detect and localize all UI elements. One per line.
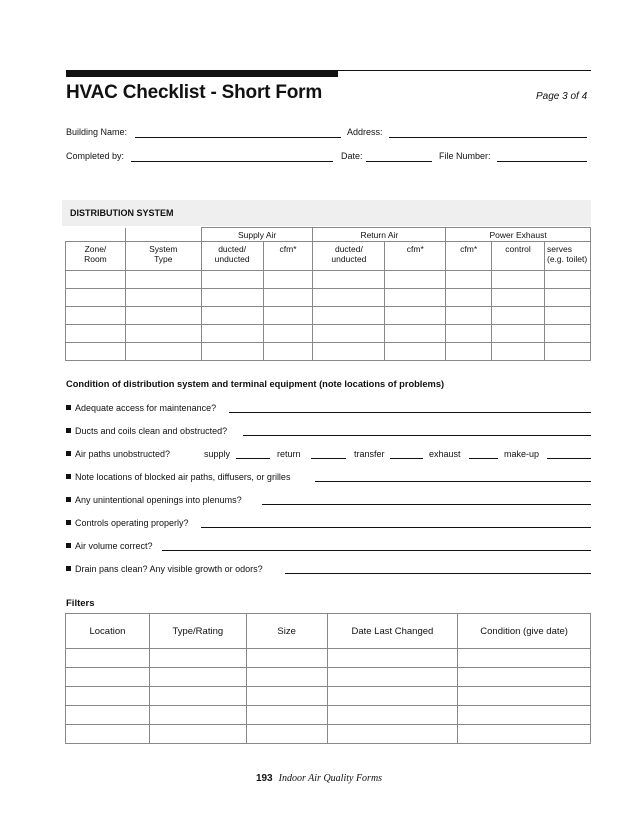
page-title: HVAC Checklist - Short Form <box>66 82 323 103</box>
table-row <box>66 289 591 307</box>
adequate-access-field[interactable] <box>229 412 591 413</box>
exhaust-serves-header: serves (e.g. toilet) <box>545 242 591 271</box>
table-row <box>66 271 591 289</box>
table-row <box>66 725 591 744</box>
question-air-volume: Air volume correct? <box>66 541 153 551</box>
header-rule <box>338 70 591 71</box>
page-footer <box>0 773 638 784</box>
question-drain-pans: Drain pans clean? Any visible growth or odors? <box>66 564 263 574</box>
air-path-makeup-field[interactable] <box>547 458 591 459</box>
size-header: Size <box>246 614 327 649</box>
supply-ducted-header: ducted/ unducted <box>201 242 263 271</box>
table-row <box>66 687 591 706</box>
question-air-paths: Air paths unobstructed? <box>66 449 170 459</box>
table-row <box>66 325 591 343</box>
ducts-clean-field[interactable] <box>243 435 591 436</box>
distribution-table <box>65 227 591 361</box>
bullet-icon <box>66 497 71 502</box>
question-blocked-paths: Note locations of blocked air paths, diffusers, or grilles <box>66 472 290 482</box>
air-path-return-label: return <box>277 449 301 459</box>
return-ducted-header: ducted/ unducted <box>313 242 385 271</box>
condition-header: Condition (give date) <box>458 614 591 649</box>
type-rating-header: Type/Rating <box>149 614 246 649</box>
question-plenum-openings: Any unintentional openings into plenums? <box>66 495 242 505</box>
header-bar <box>66 70 338 77</box>
air-path-return-field[interactable] <box>311 458 346 459</box>
filters-heading: Filters <box>66 598 95 609</box>
question-controls: Controls operating properly? <box>66 518 189 528</box>
controls-field[interactable] <box>201 527 591 528</box>
supply-cfm-header: cfm* <box>263 242 313 271</box>
return-air-header: Return Air <box>313 228 446 242</box>
plenum-openings-field[interactable] <box>262 504 591 505</box>
table-row <box>66 343 591 361</box>
bullet-icon <box>66 520 71 525</box>
date-label: Date: <box>341 151 363 161</box>
address-field[interactable] <box>389 137 587 138</box>
return-cfm-header: cfm* <box>385 242 446 271</box>
address-label: Address: <box>347 127 383 137</box>
drain-pans-field[interactable] <box>285 573 591 574</box>
air-path-exhaust-label: exhaust <box>429 449 461 459</box>
date-field[interactable] <box>366 161 432 162</box>
air-path-makeup-label: make-up <box>504 449 540 459</box>
page-number: Page 3 of 4 <box>536 91 588 102</box>
air-path-transfer-label: transfer <box>354 449 385 459</box>
system-type-header: System Type <box>125 242 201 271</box>
air-path-exhaust-field[interactable] <box>469 458 498 459</box>
air-path-supply-label: supply <box>204 449 231 459</box>
power-exhaust-header: Power Exhaust <box>446 228 591 242</box>
completed-by-label: Completed by: <box>66 151 125 161</box>
file-number-label: File Number: <box>439 151 491 161</box>
table-row <box>66 649 591 668</box>
exhaust-control-header: control <box>492 242 545 271</box>
air-path-transfer-field[interactable] <box>390 458 423 459</box>
bullet-icon <box>66 543 71 548</box>
bullet-icon <box>66 474 71 479</box>
bullet-icon <box>66 451 71 456</box>
table-row <box>66 706 591 725</box>
footer-title: Indoor Air Quality Forms <box>278 773 383 784</box>
exhaust-cfm-header: cfm* <box>446 242 492 271</box>
distribution-heading: DISTRIBUTION SYSTEM <box>70 208 174 218</box>
blocked-paths-field[interactable] <box>315 481 591 482</box>
footer-page-number: 193 <box>255 773 273 784</box>
table-row <box>66 668 591 687</box>
file-number-field[interactable] <box>497 161 587 162</box>
air-path-supply-field[interactable] <box>236 458 270 459</box>
zone-room-header: Zone/ Room <box>66 242 126 271</box>
condition-heading: Condition of distribution system and terminal equipment (note locations of problems) <box>66 379 445 389</box>
location-header: Location <box>66 614 150 649</box>
date-last-changed-header: Date Last Changed <box>327 614 458 649</box>
bullet-icon <box>66 566 71 571</box>
bullet-icon <box>66 428 71 433</box>
table-row <box>66 307 591 325</box>
bullet-icon <box>66 405 71 410</box>
building-name-label: Building Name: <box>66 127 128 137</box>
question-adequate-access: Adequate access for maintenance? <box>66 403 216 413</box>
filters-table <box>65 613 591 744</box>
air-volume-field[interactable] <box>162 550 591 551</box>
building-name-field[interactable] <box>135 137 341 138</box>
completed-by-field[interactable] <box>131 161 333 162</box>
distribution-section-header <box>62 200 591 226</box>
supply-air-header: Supply Air <box>201 228 313 242</box>
question-ducts-clean: Ducts and coils clean and obstructed? <box>66 426 227 436</box>
